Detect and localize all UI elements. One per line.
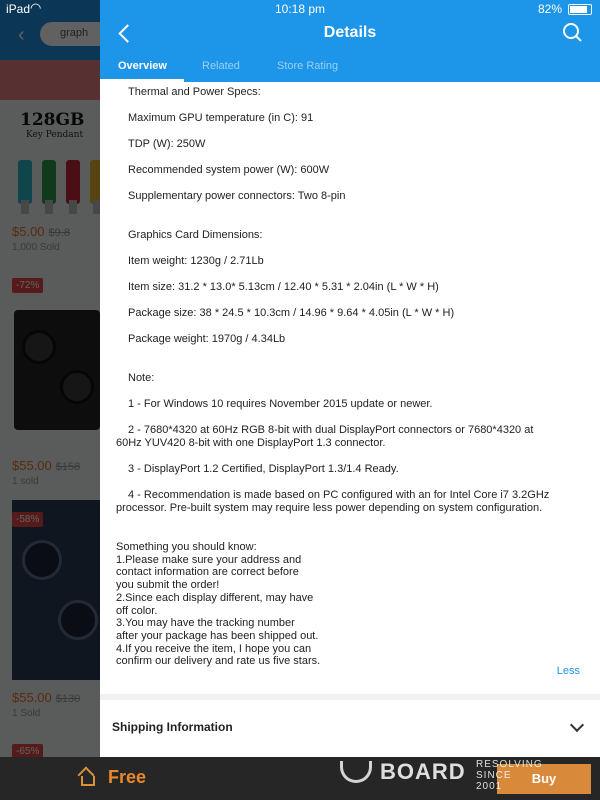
spec-line: TDP (W): 250W [128,138,206,150]
tab-overview[interactable]: Overview [118,60,167,72]
spec-line: Item weight: 1230g / 2.71Lb [128,255,264,267]
home-icon[interactable] [78,769,94,785]
tab-bar [100,54,600,82]
watermark-tagline: SINCE 2001 [476,770,512,792]
tab-related[interactable]: Related [202,60,240,72]
spec-line: Recommended system power (W): 600W [128,164,330,176]
notice-line: 3.You may have the tracking number [116,617,295,630]
bottom-bar [0,757,600,800]
shipping-information-label: Shipping Information [112,720,233,734]
notice-line: 2.Since each display different, may have [116,591,314,604]
notice-line: contact information are correct before [116,566,299,579]
notice-line: 1.Please make sure your address and [116,553,302,566]
notice-line: off color. [116,604,158,617]
battery-icon [568,4,592,15]
spec-line: Supplementary power connectors: Two 8-pin [128,190,346,202]
watermark-tagline: RESOLVING [476,759,543,770]
notice-line: 4.If you receive the item, I hope you can [116,642,312,655]
search-icon[interactable] [562,22,584,44]
spec-line: Maximum GPU temperature (in C): 91 [128,112,314,124]
notice-line: Something you should know: [116,541,257,553]
shipping-information-row[interactable] [100,700,600,757]
spec-heading-thermal: Thermal and Power Specs: [128,86,261,98]
battery-percent: 82% [537,2,562,16]
note-item: 4 - Recommendation is made based on PC configured with an for Intel Core i7 3.2GHz processor. Pre-built system may require less power depending on system configuration. [116,489,550,514]
page-title: Details [323,24,377,41]
seller-notice [116,541,416,668]
free-shipping-label: Free [108,767,147,787]
watermark-word: BOARD [380,759,466,784]
wifi-icon: ◠ [30,0,42,15]
note-item: 3 - DisplayPort 1.2 Certified, DisplayPort 1.3/1.4 Ready. [128,463,399,475]
spec-line: Package size: 38 * 24.5 * 10.3cm / 14.96 * 9.64 * 4.05in (L * W * H) [128,307,455,319]
shield-icon [340,761,372,783]
chevron-down-icon [570,718,584,732]
description-content [100,82,600,694]
spec-line: Item size: 31.2 * 13.0* 5.13cm / 12.40 * 5.31 * 2.04in (L * W * H) [128,281,439,293]
notice-line: you submit the order! [116,579,220,592]
spec-heading-dimensions: Graphics Card Dimensions: [128,229,263,241]
notice-line: after your package has been shipped out. [116,629,319,642]
spec-line: Package weight: 1970g / 4.34Lb [128,333,286,345]
note-heading: Note: [128,372,155,384]
note-item: 2 - 7680*4320 at 60Hz RGB 8-bit with dual DisplayPort connectors or 7680*4320 at 60Hz YUV420 8-bit with one DisplayPort 1.3 connector. [116,424,534,449]
notice-line: confirm our delivery and rate us five stars. [116,655,321,668]
clock: 10:18 pm [274,2,326,16]
details-sheet [100,0,600,757]
buy-button[interactable]: Buy [497,764,591,794]
less-link[interactable]: Less [556,665,580,677]
status-bar [0,0,600,18]
note-item: 1 - For Windows 10 requires November 2015 update or newer. [128,398,433,410]
tab-store-rating[interactable]: Store Rating [277,60,339,72]
carrier-label: iPad [6,2,31,16]
